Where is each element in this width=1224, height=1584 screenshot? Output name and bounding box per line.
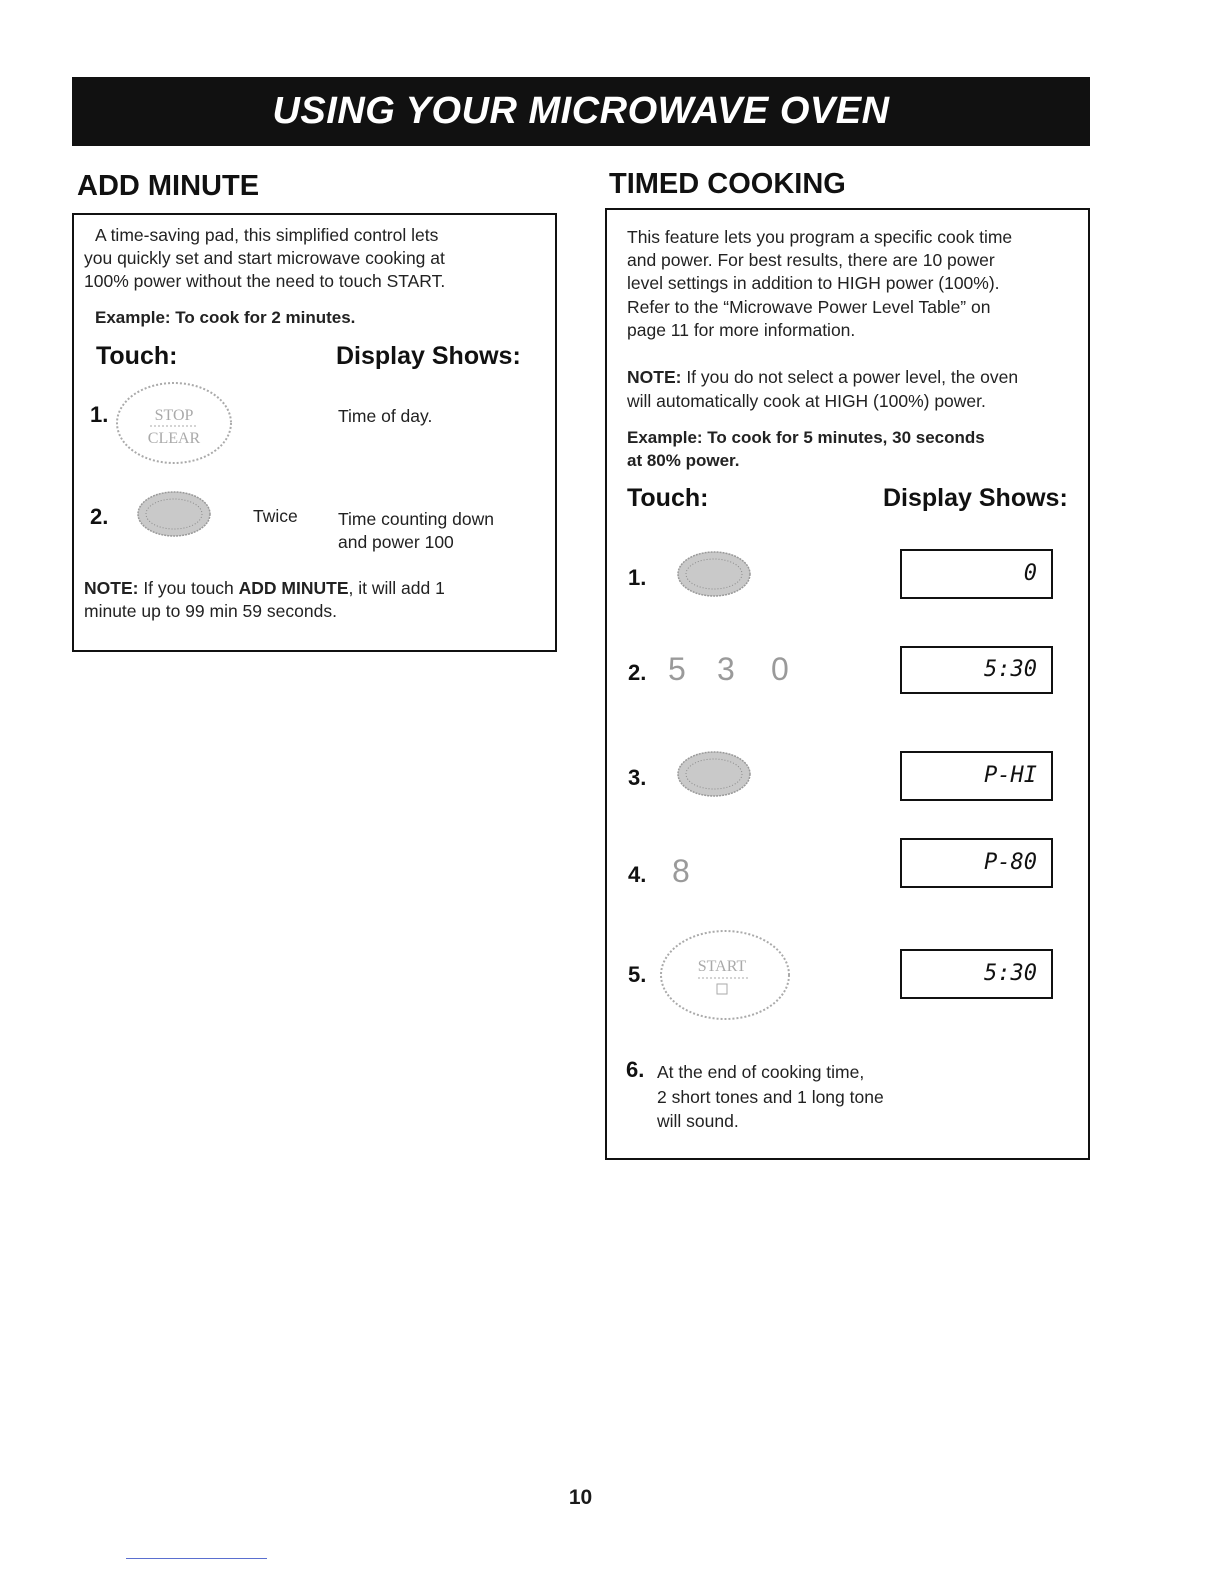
timed-step-6-line-2: 2 short tones and 1 long tone bbox=[657, 1087, 884, 1107]
page-banner: USING YOUR MICROWAVE OVEN bbox=[72, 77, 1090, 146]
display-step-1: 0 bbox=[900, 549, 1053, 599]
timed-note-2: will automatically cook at HIGH (100%) power. bbox=[627, 391, 986, 411]
add-minute-note-2: minute up to 99 min 59 seconds. bbox=[84, 601, 337, 621]
timed-touch-header: Touch: bbox=[627, 484, 709, 512]
timed-note-1: NOTE: If you do not select a power level, the oven bbox=[627, 367, 1019, 387]
footer-rule bbox=[126, 1558, 267, 1559]
timed-step-2-num: 2. bbox=[628, 660, 647, 685]
display-step-5: 5:30 bbox=[900, 949, 1053, 999]
timed-step-6-num: 6. bbox=[626, 1057, 645, 1082]
add-minute-pad[interactable] bbox=[134, 488, 214, 540]
timed-intro-2: and power. For best results, there are 10 power bbox=[627, 250, 995, 270]
add-minute-title: ADD MINUTE bbox=[77, 170, 260, 202]
add-minute-intro-2: you quickly set and start microwave cooking at bbox=[84, 248, 445, 268]
add-minute-touch-header: Touch: bbox=[96, 342, 178, 370]
add-minute-step-2-twice: Twice bbox=[253, 506, 298, 526]
add-minute-note: NOTE: If you touch ADD MINUTE, it will add 1 bbox=[84, 578, 445, 598]
timed-example-1: Example: To cook for 5 minutes, 30 seconds bbox=[627, 428, 985, 447]
timed-intro-1: This feature lets you program a specific cook time bbox=[627, 227, 1013, 247]
add-minute-step-2-display-2: and power 100 bbox=[338, 532, 454, 552]
display-step-3: P-HI bbox=[900, 751, 1053, 801]
timed-intro-4: Refer to the “Microwave Power Level Table” on bbox=[627, 297, 991, 317]
timed-intro-5: page 11 for more information. bbox=[627, 320, 856, 340]
timed-cooking-title: TIMED COOKING bbox=[609, 168, 846, 200]
digit-pad-3[interactable]: 3 bbox=[717, 651, 735, 687]
timed-display-header: Display Shows: bbox=[883, 484, 1068, 512]
timed-intro-3: level settings in addition to HIGH power (100%). bbox=[627, 273, 1000, 293]
timed-step-6-line-3: will sound. bbox=[657, 1111, 739, 1131]
start-label: START bbox=[697, 958, 747, 975]
add-minute-step-1-display: Time of day. bbox=[338, 406, 433, 426]
timed-step-5-num: 5. bbox=[628, 962, 647, 987]
stop-label: STOP bbox=[154, 407, 194, 424]
digit-pad-5[interactable]: 5 bbox=[668, 651, 686, 687]
timed-cook-pad[interactable] bbox=[674, 548, 754, 600]
start-pad[interactable] bbox=[654, 926, 796, 1024]
add-minute-example: Example: To cook for 2 minutes. bbox=[95, 308, 356, 327]
timed-step-4-num: 4. bbox=[628, 862, 647, 887]
add-minute-intro-3: 100% power without the need to touch START. bbox=[84, 271, 446, 291]
stop-clear-pad[interactable] bbox=[110, 378, 238, 468]
add-minute-step-2-display-1: Time counting down bbox=[338, 509, 494, 529]
add-minute-intro-1: A time-saving pad, this simplified control lets bbox=[95, 225, 439, 245]
display-step-2: 5:30 bbox=[900, 646, 1053, 694]
timed-step-6-line-1: At the end of cooking time, bbox=[657, 1062, 865, 1082]
digit-pad-8[interactable]: 8 bbox=[672, 853, 690, 889]
add-minute-step-2-num: 2. bbox=[90, 504, 109, 529]
timed-example-2: at 80% power. bbox=[627, 451, 740, 470]
timed-step-1-num: 1. bbox=[628, 565, 647, 590]
page-number: 10 bbox=[568, 1486, 593, 1509]
start-inner-icon bbox=[717, 984, 727, 994]
timed-step-3-num: 3. bbox=[628, 765, 647, 790]
add-minute-display-header: Display Shows: bbox=[336, 342, 521, 370]
clear-label: CLEAR bbox=[147, 430, 201, 447]
power-pad[interactable] bbox=[674, 748, 754, 800]
digit-pad-0[interactable]: 0 bbox=[771, 651, 789, 687]
add-minute-step-1-num: 1. bbox=[90, 402, 109, 427]
display-step-4: P-80 bbox=[900, 838, 1053, 888]
